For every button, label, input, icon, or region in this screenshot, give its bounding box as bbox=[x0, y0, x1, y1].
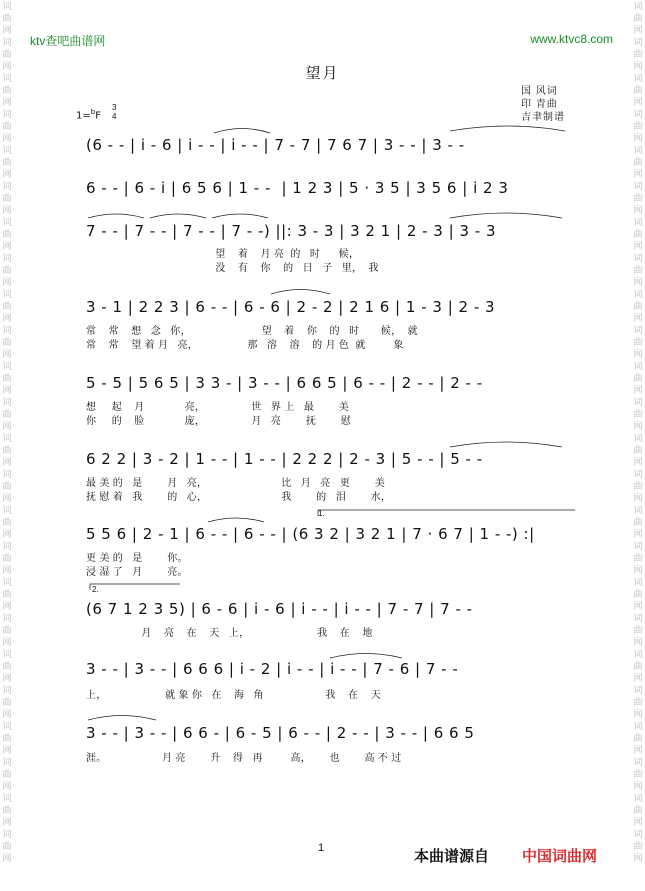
watermark-char: 词 bbox=[2, 217, 12, 227]
watermark-char: 词 bbox=[633, 181, 643, 191]
watermark-char: 曲 bbox=[633, 157, 643, 167]
watermark-char: 词 bbox=[633, 1, 643, 11]
watermark-char: 曲 bbox=[2, 157, 12, 167]
watermark-char: 网 bbox=[633, 277, 643, 287]
watermark-char: 曲 bbox=[633, 85, 643, 95]
watermark-char: 曲 bbox=[633, 301, 643, 311]
watermark-char: 词 bbox=[2, 541, 12, 551]
watermark-char: 词 bbox=[2, 433, 12, 443]
watermark-char: 曲 bbox=[2, 769, 12, 779]
key-prefix: 1= bbox=[76, 110, 91, 122]
watermark-char: 词 bbox=[633, 577, 643, 587]
watermark-char: 曲 bbox=[2, 13, 12, 23]
watermark-char: 词 bbox=[633, 37, 643, 47]
header-site-url[interactable]: www.ktvc8.com bbox=[530, 32, 613, 46]
tie-arc bbox=[271, 290, 330, 295]
watermark-char: 网 bbox=[2, 673, 12, 683]
tie-arc bbox=[214, 129, 270, 134]
watermark-char: 网 bbox=[2, 349, 12, 359]
watermark-char: 词 bbox=[2, 685, 12, 695]
watermark-char: 曲 bbox=[2, 445, 12, 455]
tie-arc bbox=[88, 214, 144, 218]
watermark-char: 曲 bbox=[633, 445, 643, 455]
volta-first-bracket bbox=[318, 510, 575, 516]
watermark-char: 曲 bbox=[633, 841, 643, 851]
lyric-line: 最 美 的 是 月 亮， 比 月 亮 更 美 bbox=[86, 478, 386, 489]
watermark-char: 词 bbox=[2, 469, 12, 479]
watermark-char: 词 bbox=[2, 829, 12, 839]
watermark-char: 网 bbox=[2, 853, 12, 863]
lyric-line: 浸 湿 了 月 亮。 bbox=[86, 567, 188, 578]
watermark-char: 词 bbox=[2, 73, 12, 83]
watermark-char: 曲 bbox=[633, 193, 643, 203]
watermark-char: 曲 bbox=[633, 337, 643, 347]
watermark-char: 词 bbox=[2, 397, 12, 407]
watermark-char: 网 bbox=[2, 493, 12, 503]
watermark-char: 网 bbox=[633, 853, 643, 863]
watermark-char: 网 bbox=[633, 313, 643, 323]
watermark-char: 词 bbox=[633, 757, 643, 767]
lyric-line: 涯。 月 亮 升 得 再 高， 也 高 不 过 bbox=[86, 753, 402, 764]
watermark-char: 网 bbox=[633, 133, 643, 143]
watermark-char: 词 bbox=[633, 217, 643, 227]
watermark-char: 曲 bbox=[2, 733, 12, 743]
credit-composer: 印 青曲 bbox=[521, 99, 558, 110]
watermark-char: 网 bbox=[2, 745, 12, 755]
watermark-char: 网 bbox=[633, 781, 643, 791]
footer-site-link[interactable]: 中国词曲网 bbox=[522, 848, 598, 865]
watermark-char: 词 bbox=[633, 73, 643, 83]
watermark-char: 词 bbox=[633, 793, 643, 803]
watermark-char: 词 bbox=[633, 829, 643, 839]
watermark-char: 网 bbox=[2, 97, 12, 107]
watermark-char: 词 bbox=[633, 613, 643, 623]
watermark-char: 曲 bbox=[2, 589, 12, 599]
watermark-char: 词 bbox=[2, 649, 12, 659]
watermark-char: 曲 bbox=[2, 661, 12, 671]
lyric-line: 抚 慰 着 我 的 心， 我 的 泪 水， bbox=[86, 492, 392, 503]
tie-arc bbox=[212, 214, 268, 218]
watermark-char: 曲 bbox=[633, 265, 643, 275]
watermark-char: 网 bbox=[2, 385, 12, 395]
score-row: 6 - - | 6 - i | 6 5 6 | 1 - - | 1 2 3 | 5 · 3 5 | 3 5 6 | i 2 3 bbox=[86, 179, 509, 197]
watermark-char: 词 bbox=[633, 253, 643, 263]
watermark-char: 曲 bbox=[2, 481, 12, 491]
watermark-char: 曲 bbox=[633, 697, 643, 707]
watermark-char: 网 bbox=[2, 457, 12, 467]
lyric-line: 望 着 月 亮 的 时 候， bbox=[86, 249, 360, 260]
side-watermark-left bbox=[0, 0, 14, 891]
watermark-char: 网 bbox=[633, 457, 643, 467]
watermark-char: 词 bbox=[2, 181, 12, 191]
watermark-char: 词 bbox=[633, 361, 643, 371]
time-top: 3 bbox=[112, 103, 117, 112]
lyric-line: 上， 就 象 你 在 海 角 我 在 天 bbox=[86, 690, 381, 701]
watermark-char: 网 bbox=[633, 25, 643, 35]
lyric-line: 常 常 想 念 你， 望 着 你 的 时 候， 就 bbox=[86, 326, 418, 337]
score-row: 3 - 1 | 2 2 3 | 6 - - | 6 - 6 | 2 - 2 | 2 1 6 | 1 - 3 | 2 - 3 bbox=[86, 298, 496, 316]
tie-arc bbox=[208, 518, 264, 522]
watermark-char: 曲 bbox=[633, 625, 643, 635]
watermark-char: 曲 bbox=[633, 553, 643, 563]
page-number: 1 bbox=[318, 842, 325, 854]
side-watermark-right bbox=[631, 0, 645, 891]
watermark-char: 词 bbox=[2, 289, 12, 299]
watermark-char: 曲 bbox=[2, 49, 12, 59]
watermark-char: 曲 bbox=[2, 337, 12, 347]
watermark-char: 网 bbox=[633, 349, 643, 359]
watermark-char: 词 bbox=[2, 253, 12, 263]
watermark-char: 词 bbox=[2, 721, 12, 731]
watermark-char: 网 bbox=[2, 169, 12, 179]
watermark-char: 词 bbox=[2, 145, 12, 155]
lyric-line: 月 亮 在 天 上， 我 在 地 bbox=[86, 628, 373, 639]
score-row: 3 - - | 3 - - | 6 6 - | 6 - 5 | 6 - - | 2 - - | 3 - - | 6 6 5 bbox=[86, 724, 475, 742]
watermark-char: 词 bbox=[2, 37, 12, 47]
watermark-char: 网 bbox=[633, 673, 643, 683]
watermark-char: 曲 bbox=[633, 409, 643, 419]
watermark-char: 曲 bbox=[2, 373, 12, 383]
volta-second-label: 2. bbox=[92, 585, 99, 594]
key-note: F bbox=[95, 110, 101, 122]
tie-arc bbox=[150, 214, 206, 218]
watermark-char: 词 bbox=[2, 505, 12, 515]
watermark-char: 曲 bbox=[2, 301, 12, 311]
watermark-char: 词 bbox=[2, 361, 12, 371]
watermark-char: 词 bbox=[633, 145, 643, 155]
lyric-line: 你 的 脸 庞， 月 亮 抚 慰 bbox=[86, 416, 352, 427]
watermark-char: 网 bbox=[2, 61, 12, 71]
watermark-char: 曲 bbox=[2, 229, 12, 239]
watermark-char: 曲 bbox=[633, 13, 643, 23]
watermark-char: 网 bbox=[633, 817, 643, 827]
watermark-char: 曲 bbox=[633, 229, 643, 239]
watermark-char: 网 bbox=[2, 781, 12, 791]
watermark-char: 曲 bbox=[2, 85, 12, 95]
watermark-char: 曲 bbox=[2, 805, 12, 815]
watermark-char: 网 bbox=[633, 169, 643, 179]
watermark-char: 网 bbox=[633, 493, 643, 503]
watermark-char: 曲 bbox=[2, 697, 12, 707]
song-title: 望月 bbox=[305, 65, 340, 82]
score-row: 5 - 5 | 5 6 5 | 3 3 - | 3 - - | 6 6 5 | 6 - - | 2 - - | 2 - - bbox=[86, 374, 483, 392]
watermark-char: 词 bbox=[2, 793, 12, 803]
watermark-char: 词 bbox=[2, 613, 12, 623]
watermark-char: 词 bbox=[633, 685, 643, 695]
tie-arc bbox=[450, 213, 562, 218]
watermark-char: 词 bbox=[633, 721, 643, 731]
watermark-char: 词 bbox=[633, 289, 643, 299]
volta-first-label: 1. bbox=[318, 509, 325, 518]
watermark-char: 网 bbox=[633, 385, 643, 395]
watermark-char: 网 bbox=[633, 421, 643, 431]
watermark-char: 网 bbox=[2, 817, 12, 827]
credit-lyricist: 国 风词 bbox=[521, 86, 558, 97]
footer-source-label: 本曲谱源自 bbox=[414, 848, 490, 865]
watermark-char: 词 bbox=[633, 649, 643, 659]
watermark-char: 网 bbox=[2, 241, 12, 251]
score-row: 7 - - | 7 - - | 7 - - | 7 - -) ||: 3 - 3 | 3 2 1 | 2 - 3 | 3 - 3 bbox=[86, 222, 496, 240]
watermark-char: 词 bbox=[633, 325, 643, 335]
watermark-char: 网 bbox=[2, 709, 12, 719]
watermark-char: 词 bbox=[633, 505, 643, 515]
watermark-char: 网 bbox=[633, 241, 643, 251]
watermark-char: 网 bbox=[633, 709, 643, 719]
watermark-char: 曲 bbox=[633, 661, 643, 671]
watermark-char: 词 bbox=[633, 433, 643, 443]
watermark-char: 网 bbox=[2, 637, 12, 647]
score-row: 3 - - | 3 - - | 6 6 6 | i - 2 | i - - | i - - | 7 - 6 | 7 - - bbox=[86, 660, 459, 678]
watermark-char: 网 bbox=[2, 205, 12, 215]
lyric-line: 更 美 的 是 你。 bbox=[86, 553, 188, 564]
watermark-char: 词 bbox=[2, 1, 12, 11]
watermark-char: 曲 bbox=[633, 49, 643, 59]
watermark-char: 网 bbox=[633, 529, 643, 539]
header-site-name[interactable]: ktv查吧曲谱网 bbox=[30, 34, 106, 48]
watermark-char: 曲 bbox=[633, 373, 643, 383]
watermark-char: 词 bbox=[633, 109, 643, 119]
watermark-char: 网 bbox=[2, 421, 12, 431]
watermark-char: 曲 bbox=[633, 517, 643, 527]
watermark-char: 曲 bbox=[2, 265, 12, 275]
watermark-char: 网 bbox=[2, 529, 12, 539]
key-signature bbox=[76, 108, 101, 121]
key-flat: b bbox=[90, 108, 96, 116]
watermark-char: 词 bbox=[2, 325, 12, 335]
watermark-char: 网 bbox=[633, 565, 643, 575]
watermark-char: 曲 bbox=[2, 409, 12, 419]
credit-arranger: 吉聿制谱 bbox=[521, 112, 565, 123]
watermark-char: 曲 bbox=[633, 481, 643, 491]
lyric-line: 没 有 你 的 日 子 里， 我 bbox=[86, 263, 379, 274]
score-row: 5 5 6 | 2 - 1 | 6 - - | 6 - - | (6 3 2 | 3 2 1 | 7 · 6 7 | 1 - -) :| bbox=[86, 525, 535, 543]
watermark-char: 曲 bbox=[2, 193, 12, 203]
watermark-char: 词 bbox=[633, 397, 643, 407]
watermark-char: 网 bbox=[2, 25, 12, 35]
watermark-char: 曲 bbox=[2, 121, 12, 131]
watermark-char: 词 bbox=[2, 757, 12, 767]
watermark-char: 曲 bbox=[2, 553, 12, 563]
watermark-char: 曲 bbox=[633, 589, 643, 599]
watermark-char: 词 bbox=[633, 469, 643, 479]
tie-arc bbox=[88, 716, 156, 721]
watermark-char: 曲 bbox=[2, 841, 12, 851]
tie-arc bbox=[450, 126, 565, 131]
time-signature bbox=[112, 103, 116, 121]
watermark-char: 网 bbox=[2, 313, 12, 323]
watermark-char: 曲 bbox=[633, 733, 643, 743]
watermark-char: 曲 bbox=[2, 517, 12, 527]
tie-arc bbox=[450, 442, 562, 447]
watermark-char: 曲 bbox=[633, 769, 643, 779]
lyric-line: 想 起 月 亮， 世 界 上 最 美 bbox=[86, 402, 350, 413]
score-row: (6 7 1 2 3 5) | 6 - 6 | i - 6 | i - - | i - - | 7 - 7 | 7 - - bbox=[86, 600, 473, 618]
volta-second-bracket bbox=[90, 584, 180, 590]
watermark-char: 网 bbox=[2, 277, 12, 287]
watermark-char: 网 bbox=[633, 61, 643, 71]
watermark-char: 网 bbox=[633, 745, 643, 755]
watermark-char: 网 bbox=[633, 205, 643, 215]
watermark-char: 网 bbox=[633, 637, 643, 647]
watermark-char: 词 bbox=[2, 577, 12, 587]
watermark-char: 曲 bbox=[2, 625, 12, 635]
time-bottom: 4 bbox=[112, 112, 117, 121]
score-row: 6 2 2 | 3 - 2 | 1 - - | 1 - - | 2 2 2 | 2 - 3 | 5 - - | 5 - - bbox=[86, 450, 483, 468]
watermark-char: 网 bbox=[2, 601, 12, 611]
watermark-char: 曲 bbox=[633, 121, 643, 131]
watermark-char: 词 bbox=[2, 109, 12, 119]
watermark-char: 网 bbox=[633, 601, 643, 611]
lyric-line: 常 常 望 着 月 亮， 那 溶 溶 的 月 色 就 象 bbox=[86, 340, 404, 351]
watermark-char: 网 bbox=[2, 565, 12, 575]
score-row: (6 - - | i - 6 | i - - | i - - | 7 - 7 | 7 6 7 | 3 - - | 3 - - bbox=[86, 136, 465, 154]
watermark-char: 词 bbox=[633, 541, 643, 551]
watermark-char: 网 bbox=[2, 133, 12, 143]
watermark-char: 曲 bbox=[633, 805, 643, 815]
watermark-char: 网 bbox=[633, 97, 643, 107]
